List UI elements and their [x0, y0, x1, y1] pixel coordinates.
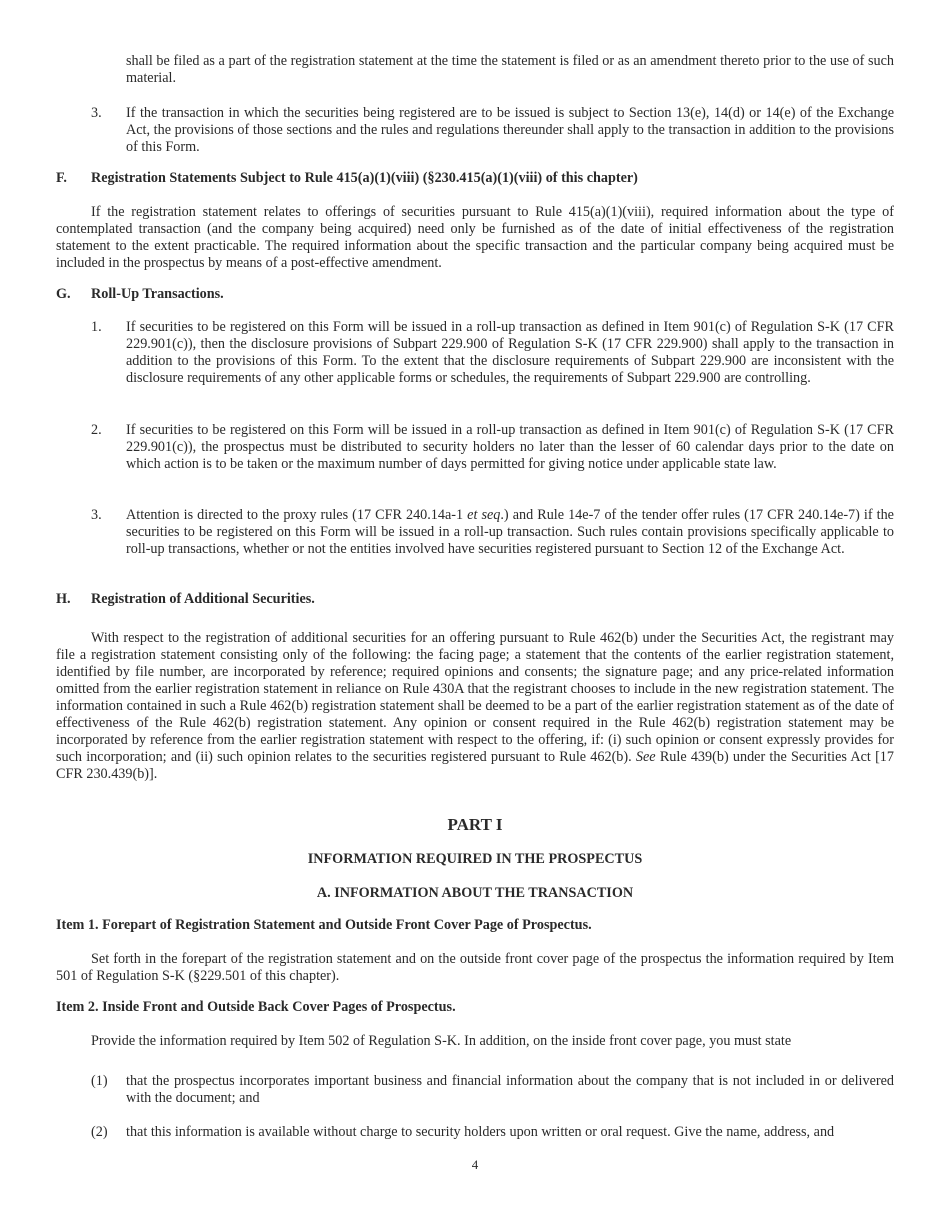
item-text: If the transaction in which the securities being registered are to be issued is subject to Section 13(e), 14(d) or 14(e) of the Exchange Act, the provisions of those sections and the rules and regulations thereunder shall apply to the transaction in addition to the provisions of this Form. [126, 105, 894, 155]
section-f-paragraph: If the registration statement relates to offerings of securities pursuant to Rule 415(a)(1)(viii), required information about the type of contemplated transaction (and the company being acquired) need only be furnished as of the date of initial effectiveness of the registration statement to the extent practicable. The required information about the specific transaction and the particular company being acquired must be included in the prospectus by means of a post-effective amendment. [56, 204, 894, 271]
page-number: 4 [471, 1157, 479, 1172]
section-f-letter: F. [56, 170, 67, 186]
section-f-title: Registration Statements Subject to Rule 415(a)(1)(viii) (§230.415(a)(1)(viii) of this chapter) [91, 170, 638, 186]
section-h-letter: H. [56, 591, 71, 607]
item-text: If securities to be registered on this Form will be issued in a roll-up transaction as defined in Item 901(c) of Regulation S-K (17 CFR 229.901(c)), then the disclosure provisions of Subpart 229.900 of Regulation S-K (17 CFR 229.900) shall apply to the transaction in addition to the provisions of this Form. To the extent that the disclosure requirements of Subpart 229.900 are inconsistent with the disclosure requirements of any other applicable forms or schedules, the requirements of Subpart 229.900 are controlling. [126, 319, 894, 386]
subitem-text: that the prospectus incorporates important business and financial information about the company that is not included in or delivered with the document; and [126, 1073, 894, 1106]
subitem-text: that this information is available without charge to security holders upon written or oral request. Give the name, address, and [126, 1124, 835, 1140]
item-number: 3. [91, 105, 102, 121]
section-h-title: Registration of Additional Securities. [91, 591, 315, 607]
part-heading: PART I [447, 815, 503, 834]
item-number: 2. [91, 422, 102, 438]
item-number: 1. [91, 319, 102, 335]
subitem-number: (1) [91, 1073, 108, 1089]
item-text: Attention is directed to the proxy rules (17 CFR 240.14a-1 et seq.) and Rule 14e-7 of the tender offer rules (17 CFR 240.14e-7) if the securities to be registered on this Form will be issued in a roll-up transaction. Such rules contain provisions specifically applicable to roll-up transactions, whether or not the entities involved have securities registered pursuant to Section 12 of the Exchange Act. [126, 507, 894, 557]
item-1-paragraph: Set forth in the forepart of the registration statement and on the outside front cover page of the prospectus the information required by Item 501 of Regulation S-K (§229.501 of this chapter). [56, 951, 894, 984]
section-g-title: Roll-Up Transactions. [91, 286, 224, 302]
top-continuation: shall be filed as a part of the registration statement at the time the statement is filed or as an amendment thereto prior to the use of such material. [126, 53, 894, 86]
section-g-letter: G. [56, 286, 71, 302]
item-1-heading: Item 1. Forepart of Registration Statement and Outside Front Cover Page of Prospectus. [56, 917, 592, 933]
item-text: If securities to be registered on this Form will be issued in a roll-up transaction as defined in Item 901(c) of Regulation S-K (17 CFR 229.901(c)), the prospectus must be distributed to security holders no later than the lesser of 60 calendar days prior to the date on which action is to be taken or the maximum number of days permitted for giving notice under applicable state law. [126, 422, 894, 472]
item-2-paragraph: Provide the information required by Item 502 of Regulation S-K. In addition, on the inside front cover page, you must state [91, 1033, 792, 1049]
item-number: 3. [91, 507, 102, 523]
item-2-heading: Item 2. Inside Front and Outside Back Cover Pages of Prospectus. [56, 999, 456, 1015]
section-a-heading: A. INFORMATION ABOUT THE TRANSACTION [316, 885, 634, 901]
section-h-paragraph: With respect to the registration of additional securities for an offering pursuant to Rule 462(b) under the Securities Act, the registrant may file a registration statement consisting only of the following: the facing page; a statement that the contents of the earlier registration statement, identified by file number, are incorporated by reference; required opinions and consents; the signature page; and any price-related information omitted from the earlier registration statement in reliance on Rule 430A that the registrant chooses to include in the new registration statement. The information contained in such a Rule 462(b) registration statement shall be deemed to be a part of the earlier registration statement as of the date of effectiveness of the Rule 462(b) registration statement. Any opinion or consent required in the Rule 462(b) registration statement may be incorporated by reference from the earlier registration statement with respect to the offering, if: (i) such opinion or consent expressly provides for such incorporation; and (ii) such opinion relates to the securities registered pursuant to Rule 462(b). See Rule 439(b) under the Securities Act [17 CFR 230.439(b)]. [56, 630, 894, 782]
part-subheading: INFORMATION REQUIRED IN THE PROSPECTUS [307, 851, 643, 867]
subitem-number: (2) [91, 1124, 108, 1140]
